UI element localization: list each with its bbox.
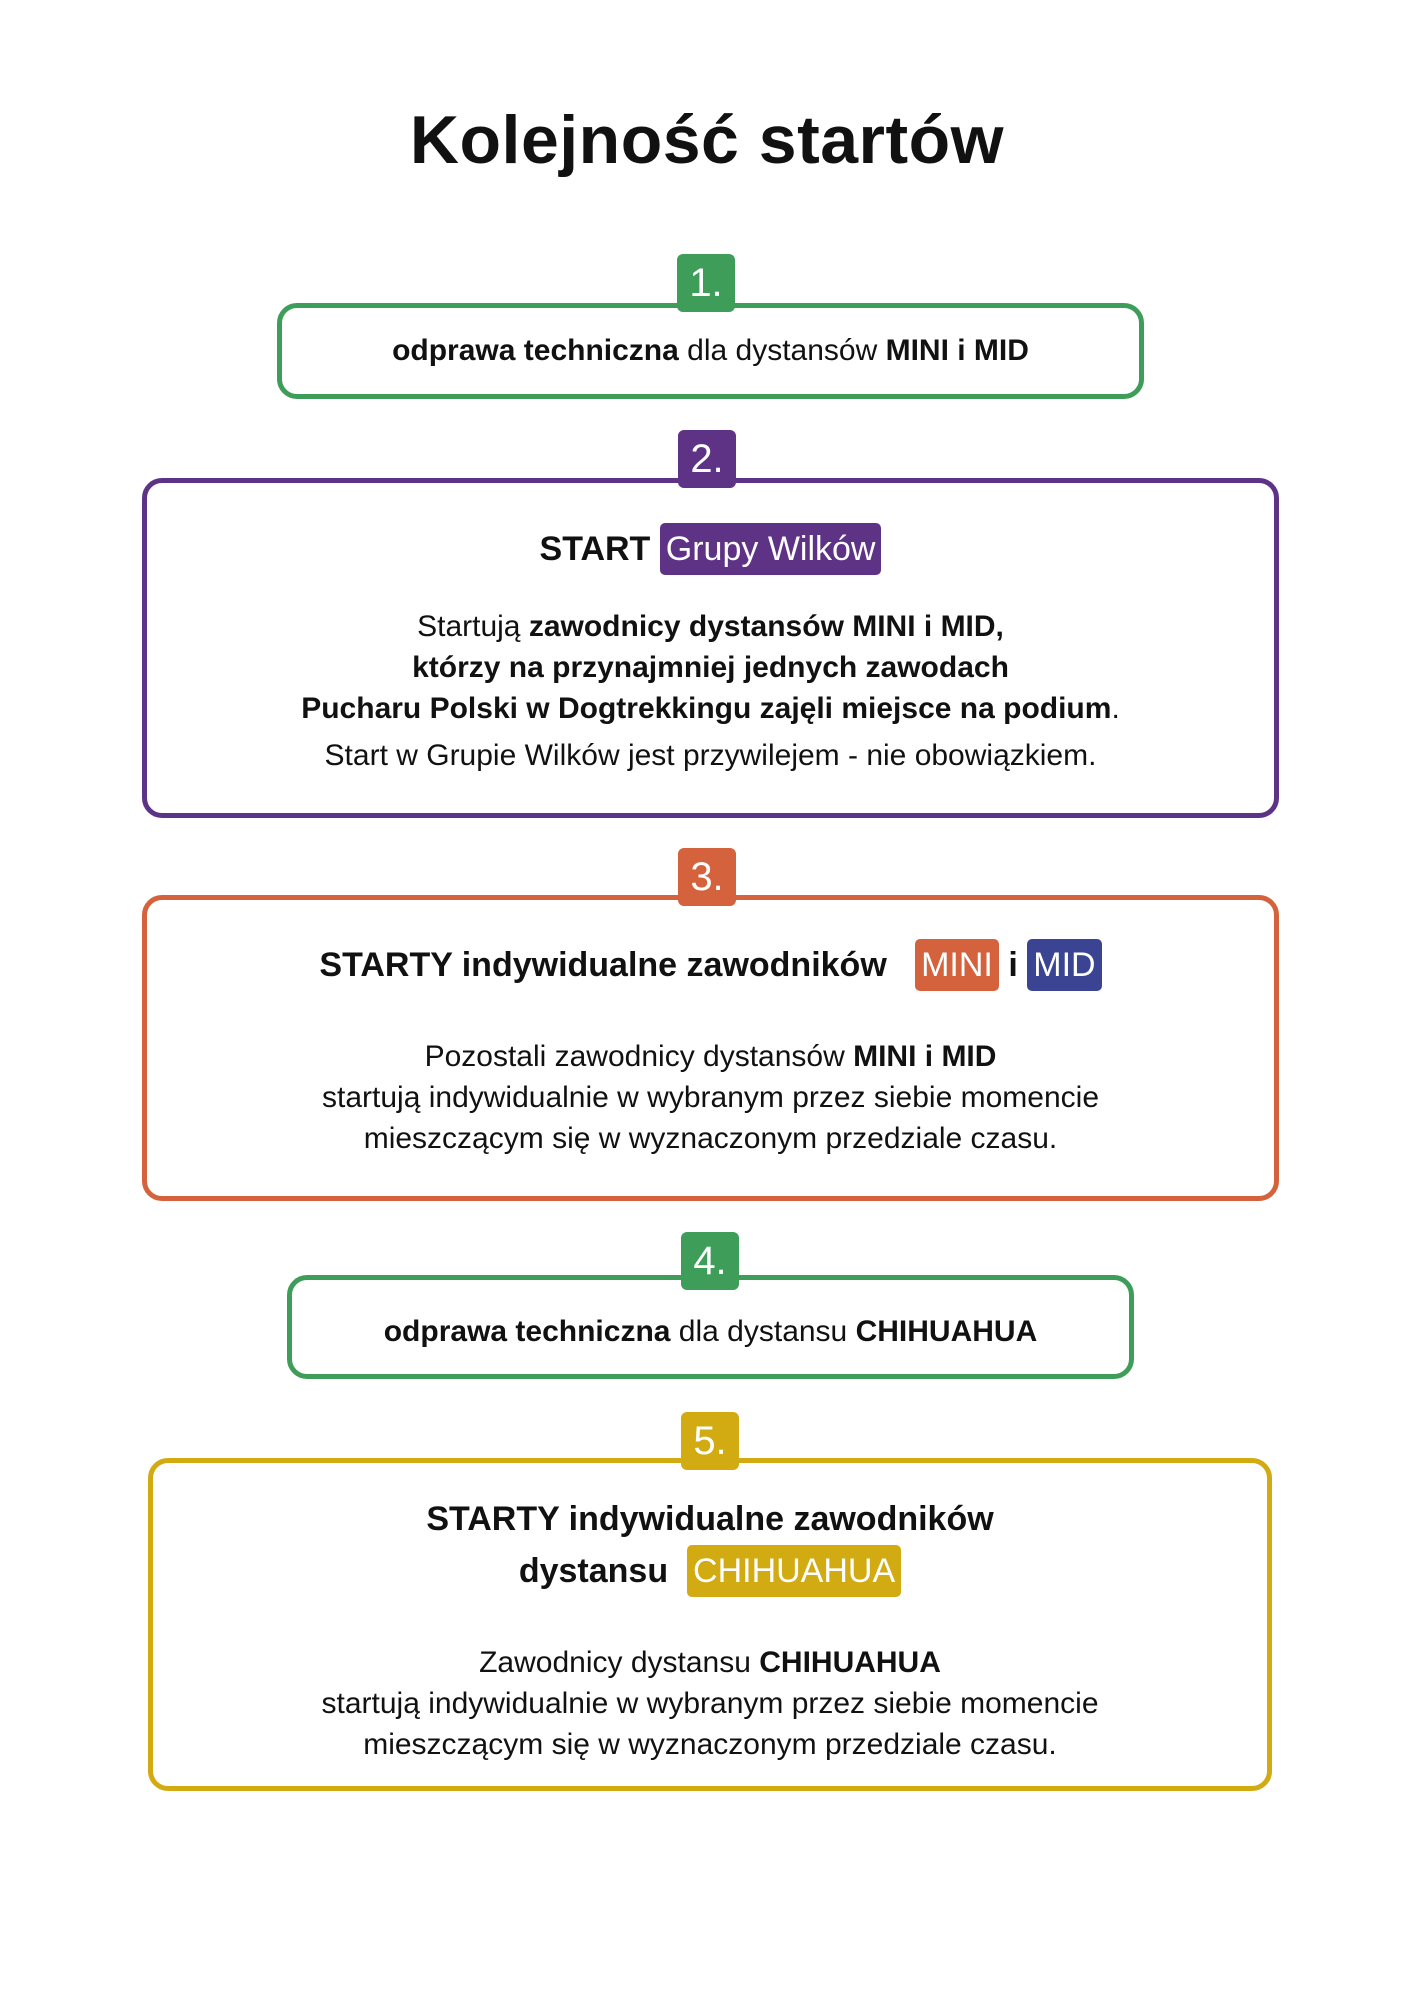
step-2-text-bold-2: którzy na przynajmniej jednych zawodach (412, 651, 1009, 684)
step-3-text-lead: Pozostali zawodnicy dystansów (424, 1040, 854, 1073)
step-5-text-line-1 (153, 1642, 1267, 1684)
step-5-text-line-2: startują indywidualnie w wybranym przez siebie momencie (321, 1687, 1099, 1720)
step-2-note: Start w Grupie Wilków jest przywilejem - nie obowiązkiem. (324, 739, 1097, 772)
step-3-chip-mini: MINI (915, 939, 999, 991)
step-5-heading-line-1: STARTY indywidualne zawodników (426, 1500, 994, 1538)
step-2-heading-prefix: START (539, 530, 651, 568)
step-3-number-badge: 3. (678, 848, 736, 906)
step-4-bold-lead: odprawa techniczna (383, 1315, 671, 1348)
step-1-card (277, 303, 1144, 399)
step-3-text-line-1 (147, 1036, 1274, 1078)
step-5-number-badge: 5. (681, 1412, 739, 1470)
step-5-text-line-3: mieszczącym się w wyznaczonym przedziale czasu. (363, 1728, 1057, 1761)
step-1-bold-tail: MINI i MID (885, 334, 1029, 367)
step-3-chip-mid: MID (1027, 939, 1101, 991)
step-1-bold-lead: odprawa techniczna (392, 334, 679, 367)
step-2-text-bold-1: zawodnicy dystansów MINI i MID, (528, 610, 1004, 643)
step-1-text (282, 330, 1139, 372)
step-3-card (142, 895, 1279, 1201)
step-2-text-line-2 (147, 647, 1274, 689)
page-title: Kolejność startów (409, 102, 1005, 178)
step-4-middle: dla dystansu (670, 1315, 856, 1348)
step-2-heading (147, 523, 1274, 575)
step-2-text-bold-3: Pucharu Polski w Dogtrekkingu zajęli miejsce na podium (301, 692, 1112, 725)
step-3-text-line-3: mieszczącym się w wyznaczonym przedziale czasu. (363, 1122, 1058, 1155)
step-2-card (142, 478, 1279, 818)
step-5-heading-line-2 (153, 1545, 1267, 1597)
step-2-heading-chip: Grupy Wilków (660, 523, 882, 575)
step-5-card (148, 1458, 1272, 1791)
step-4-card (287, 1275, 1134, 1379)
step-5-text-lead: Zawodnicy dystansu (479, 1646, 760, 1679)
step-5-heading-chip: CHIHUAHUA (687, 1545, 901, 1597)
step-1-middle: dla dystansów (678, 334, 886, 367)
step-2-text-lead: Startują (417, 610, 529, 643)
step-2-text-dot: . (1111, 692, 1120, 725)
step-3-heading-prefix: STARTY indywidualne zawodników (319, 946, 887, 984)
step-3-heading-and: i (1008, 946, 1018, 984)
step-4-number-badge: 4. (681, 1232, 739, 1290)
step-2-text-line-1 (147, 606, 1274, 648)
step-2-text-line-3 (147, 688, 1274, 730)
step-4-text (292, 1311, 1129, 1353)
step-5-text-bold: CHIHUAHUA (759, 1646, 941, 1679)
step-1-number-badge: 1. (677, 254, 735, 312)
step-4-bold-tail: CHIHUAHUA (855, 1315, 1038, 1348)
step-3-heading (147, 939, 1274, 991)
step-3-text-bold: MINI i MID (853, 1040, 997, 1073)
step-2-number-badge: 2. (678, 430, 736, 488)
step-3-text-line-2: startują indywidualnie w wybranym przez siebie momencie (322, 1081, 1099, 1114)
step-5-heading-prefix: dystansu (518, 1552, 669, 1590)
